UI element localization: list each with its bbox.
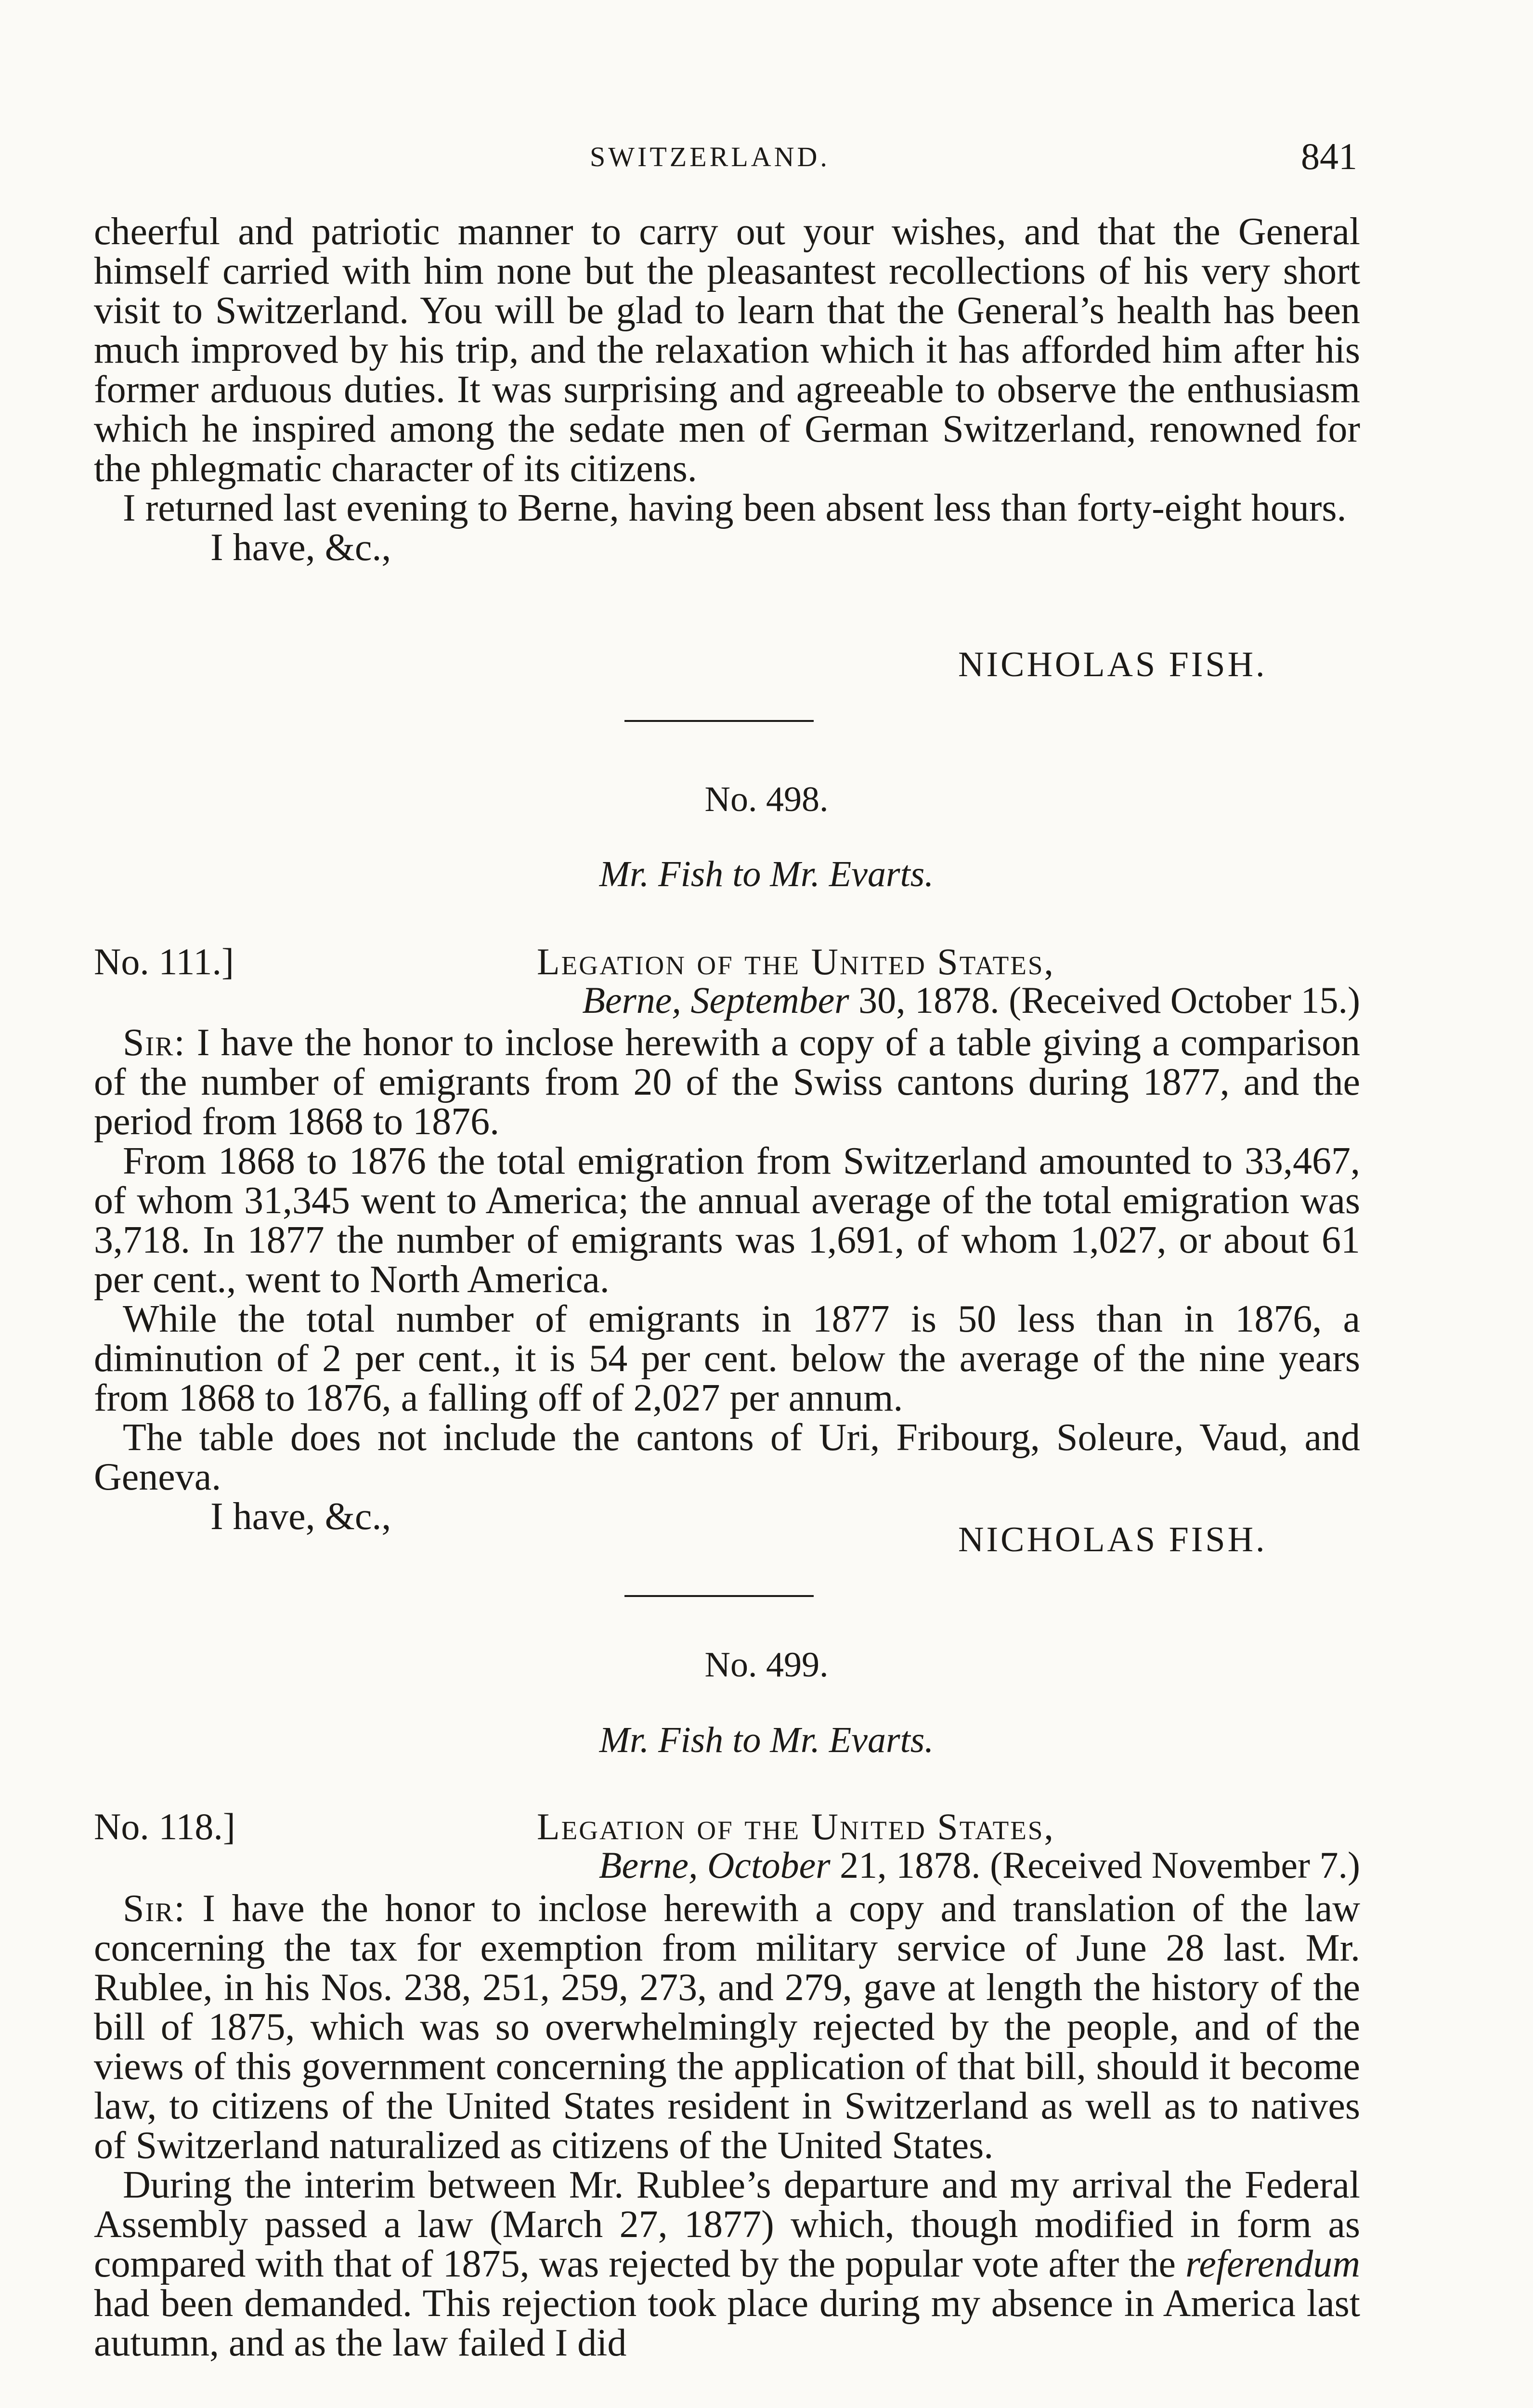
date-rest-498: 30, 1878. (Received October 15.) <box>858 979 1360 1021</box>
paragraph-499-2: During the interim between Mr. Rublee’s departure and my arrival the Federal Assembly passed a law (March 27, 1877) which, though modified in form as compared with that of 1875, was rejected by the popular vote after the referendum had been demanded. This rejection took place during my absence in America last autumn, and as the law failed I did <box>94 2164 1361 2364</box>
intro-block <box>94 212 1360 567</box>
intro-signature: NICHOLAS FISH. <box>958 645 1267 684</box>
body-498 <box>94 1023 1360 1536</box>
paragraph-499-1: Sir: I have the honor to inclose herewith a copy and translation of the law concerning the tax for exemption from military service of June 28 last. Mr. Rublee, in his Nos. 238, 251, 259, 273, and 279, gave at length the history of the bill of 1875, which was so overwhelmingly rejected by the people, and of the views of this government concerning the application of that bill, should it become law, to citizens of the United States resident in Switzerland as well as to natives of Switzerland naturalized as citizens of the United States. <box>94 1887 1361 2167</box>
place-499: Berne, <box>598 1844 698 1886</box>
body-499 <box>94 1889 1360 2363</box>
paragraph-498-2: From 1868 to 1876 the total emigration from Switzerland amounted to 33,467, of whom 31,345 went to America; the annual average of the total emigration was 3,718. In 1877 the number of emigrants was 1,691, of whom 1,027, or about 61 per cent., went to North America. <box>94 1140 1360 1301</box>
paragraph-498-1: Sir: I have the honor to inclose herewith a copy of a table giving a comparison of the number of emigrants from 20 of the Swiss cantons during 1877, and the period from 1868 to 1876. <box>94 1021 1361 1143</box>
running-title: SWITZERLAND. <box>590 141 830 172</box>
dateline-499 <box>599 1844 1360 1887</box>
section-divider <box>624 1595 814 1597</box>
intro-paragraph-1: cheerful and patriotic manner to carry out your wishes, and that the General himself carried with him none but the pleasantest recollections of his very short visit to Switzerland. You will be glad to learn that the General’s health has been much improved by his trip, and the relaxation which it has afforded him after his former arduous duties. It was surprising and agreeable to observe the enthusiasm which he inspired among the sedate men of German Switzerland, renowned for the phlegmatic character of its citizens. <box>94 210 1360 490</box>
legation-heading-499: Legation of the United States, <box>537 1806 1055 1847</box>
salutation-499: Sir: <box>123 1887 186 1930</box>
document-number-498: No. 498. <box>704 780 829 819</box>
month-498: September <box>690 979 849 1021</box>
date-rest-499: 21, 1878. (Received November 7.) <box>840 1844 1360 1886</box>
signature-498: NICHOLAS FISH. <box>958 1520 1267 1559</box>
dispatch-heading-498 <box>94 940 1360 1027</box>
salutation-498: Sir: <box>123 1021 186 1064</box>
running-head <box>94 135 1357 179</box>
place-498: Berne, <box>582 979 681 1021</box>
paragraph-498-4: The table does not include the cantons of Uri, Fribourg, Soleure, Vaud, and Geneva. <box>94 1416 1360 1498</box>
month-499: October <box>707 1844 831 1886</box>
paragraph-498-3: While the total number of emigrants in 1877 is 50 less than in 1876, a diminution of 2 per cent., it is 54 per cent. below the average of the nine years from 1868 to 1876, a falling off of 2,027 per annum. <box>94 1298 1360 1419</box>
from-to-499: Mr. Fish to Mr. Evarts. <box>599 1720 934 1760</box>
legation-heading-498: Legation of the United States, <box>537 941 1055 982</box>
closing-498: I have, &c., <box>210 1495 391 1538</box>
intro-paragraph-2: I returned last evening to Berne, having been absent less than forty-eight hours. <box>123 487 1347 529</box>
from-to-498: Mr. Fish to Mr. Evarts. <box>599 854 934 894</box>
intro-closing: I have, &c., <box>210 526 391 569</box>
dispatch-heading-499 <box>94 1805 1360 1892</box>
page-number: 841 <box>1301 135 1357 177</box>
section-divider <box>624 720 814 722</box>
referendum-term: referendum <box>1185 2243 1361 2285</box>
dateline-498 <box>582 979 1360 1022</box>
dispatch-number-498: No. 111.] <box>94 941 234 982</box>
document-number-499: No. 499. <box>704 1645 829 1685</box>
dispatch-number-499: No. 118.] <box>94 1806 235 1847</box>
